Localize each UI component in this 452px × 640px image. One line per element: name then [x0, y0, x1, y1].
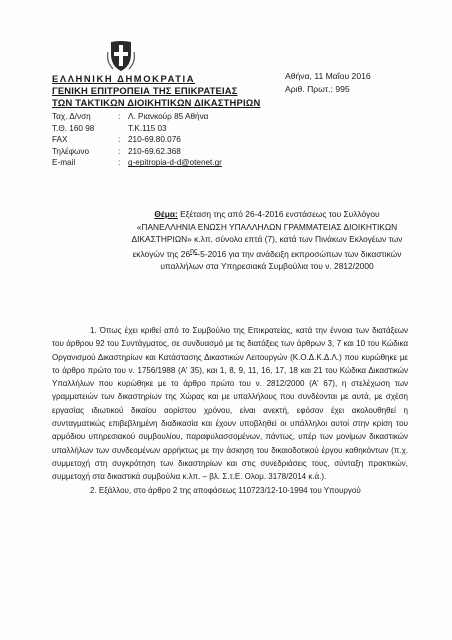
commission-heading: ΓΕΝΙΚΗ ΕΠΙΤΡΟΠΕΙΑ ΤΗΣ ΕΠΙΚΡΑΤΕΙΑΣ: [52, 85, 238, 96]
contact-value: Τ.Κ.115 03: [128, 123, 167, 133]
contact-row-fax: [52, 134, 222, 146]
contact-sep: :: [118, 112, 121, 121]
paragraph-2: 2. Εξάλλου, στο άρθρο 2 της αποφάσεως 110723/12-10-1994 του Υπουργού: [90, 485, 361, 495]
email-link[interactable]: g-epitropia-d-d@otenet.gr: [128, 158, 222, 168]
contact-value: 210-69.62.368: [128, 146, 181, 156]
subject-label: Θέμα:: [154, 209, 178, 219]
courts-heading: ΤΩΝ ΤΑΚΤΙΚΩΝ ΔΙΟΙΚΗΤΙΚΩΝ ΔΙΚΑΣΤΗΡΙΩΝ: [52, 97, 261, 108]
contact-value: 210-69.80.076: [128, 135, 181, 145]
contact-value: Λ. Ριανκούρ 85 Αθήνα: [128, 112, 209, 121]
subject-block: [126, 208, 408, 273]
contact-sep: [118, 123, 128, 135]
contact-key: E-mail: [52, 158, 76, 168]
contact-key: Τ.Θ. 160 98: [52, 123, 95, 133]
contact-block: [52, 111, 222, 169]
paragraph-1: 1. Όπως έχει κριθεί από το Συμβούλιο της Επικρατείας, κατά την έννοια των διατάξεων του άρθρου 92 του Συντάγματος, σε συνδυασμό με τις διατάξεις των άρθρων 3, 7 και 10 του Κώδικα Οργανισμού Δικαστηρίων και Κατάστασης Δικαστικών Λειτουργών (Κ.Ο.Δ.Κ.Δ.Λ.) που κυρώθηκε με το άρθρο πρώτο του ν. 1756/1988 (Α' 35), και 1, 8, 9, 11, 16, 17, 18 και 21 του Κώδικα Δικαστικών Υπαλλήλων που κυρώθηκε με το άρθρο πρώτο του ν. 2812/2000 (Α' 67), η στελέχωση των γραμματειών των δικαστηρίων της Χώρας και με υπαλλήλους που συνδέονται με αυτά, με σχέση εργασίας ιδιωτικού δικαίου αορίστου χρόνου, είναι ανεκτή, εφόσον έχει ακολουθηθεί η συνταγματικώς επιβεβλημένη διαδικασία και έχουν υποβληθεί οι υπάλληλοι αυτοί στην κρίση του αρμόδιου υπηρεσιακού συμβουλίου, παραφυλασσομένων, πάντως, υπέρ των μονίμων δικαστικών υπαλλήλων των συνδεομένων αρρήκτως με την άσκηση του δικαιοδοτικού έργου καθηκόντων (π.χ. συμμετοχή στη συγκρότηση των δικαστηρίων και στις συνεδριάσεις τους, σύνταξη πρακτικών, συμμετοχή στα δικαστικά συμβούλια κ.λπ. – βλ. Σ.τ.Ε. Ολομ. 3178/2014 κ.ά.).: [52, 326, 408, 482]
contact-sep: :: [118, 158, 121, 168]
contact-row-email: [52, 157, 222, 169]
contact-sep: :: [118, 146, 121, 156]
body-text: [52, 324, 408, 497]
contact-row-po-box: [52, 123, 222, 135]
contact-sep: :: [118, 135, 121, 145]
place-date: Αθήνα, 11 Μαΐου 2016: [285, 71, 371, 81]
greek-coat-of-arms-icon: [106, 40, 136, 72]
contact-key: FAX: [52, 135, 68, 145]
contact-key: Ταχ. Δ/νση: [52, 112, 91, 121]
subject-text: Εξέταση της από 26-4-2016 ενστάσεως του Συλλόγου «ΠΑΝΕΛΛΗΝΙΑ ΕΝΩΣΗ ΥΠΑΛΛΗΛΩΝ ΓΡΑΜΜΑΤΕΙΑΣ ΔΙΟΙΚΗΤΙΚΩΝ ΔΙΚΑΣΤΗΡΙΩΝ» κ.λπ. σύνολο επτά (7), κατά των Πινάκων Εκλογέων των εκλογών της 26: [131, 209, 403, 259]
contact-row-phone: [52, 146, 222, 158]
contact-row-address: [52, 111, 222, 123]
contact-key: Τηλέφωνο: [52, 146, 90, 156]
subject-text-end: -5-2016 για την ανάδειξη εκπροσώπων των δικαστικών υπαλλήλων στα Υπηρεσιακά Συμβούλια του ν. 2812/2000: [160, 248, 402, 272]
republic-heading: ΕΛΛΗΝΙΚΗ ΔΗΜΟΚΡΑΤΙΑ: [52, 73, 196, 84]
subject-superscript: ης: [190, 247, 198, 255]
protocol-number: Αριθ. Πρωτ.: 995: [285, 84, 350, 94]
